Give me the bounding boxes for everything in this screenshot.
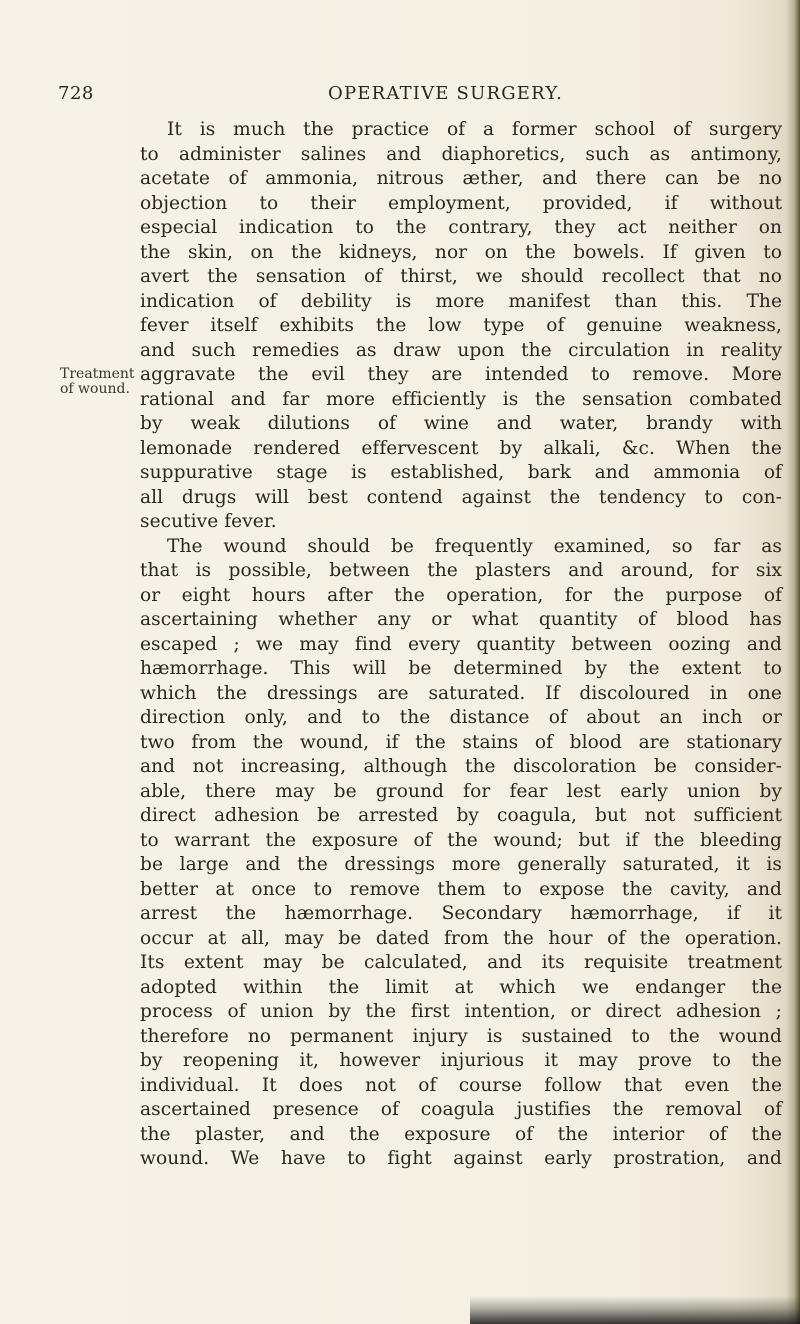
text-line: the plaster, and the exposure of the interior of the: [140, 1123, 782, 1145]
margin-note: [60, 367, 134, 397]
text-line: better at once to remove them to expose the cavity, and: [140, 878, 782, 900]
text-line: or eight hours after the operation, for the purpose of: [140, 584, 782, 606]
text-line: that is possible, between the plasters and around, for six: [140, 560, 782, 581]
text-line: by weak dilutions of wine and water, brandy with: [140, 413, 782, 434]
text-line: adopted within the limit at which we endanger the: [140, 976, 782, 998]
body-text: [140, 118, 782, 1172]
text-line: acetate of ammonia, nitrous æther, and there can be no: [140, 168, 782, 189]
text-line: objection to their employment, provided, if without: [140, 192, 782, 214]
text-line: occur at all, may be dated from the hour of the operation.: [140, 927, 782, 949]
text-line: avert the sensation of thirst, we should recollect that no: [140, 266, 782, 287]
text-line: by reopening it, however injurious it may prove to the: [140, 1050, 782, 1071]
text-line: individual. It does not of course follow that even the: [140, 1074, 782, 1096]
text-line: secutive fever.: [140, 511, 277, 532]
text-line: It is much the practice of a former school of surgery: [167, 119, 782, 140]
text-line: suppurative stage is established, bark and ammonia of: [140, 462, 782, 483]
text-line: ascertained presence of coagula justifies the removal of: [140, 1099, 782, 1120]
text-line: rational and far more efficiently is the sensation combated: [140, 388, 782, 410]
text-line: escaped ; we may find every quantity between oozing and: [140, 633, 782, 655]
text-line: ascertaining whether any or what quantity of blood has: [140, 609, 782, 630]
page-header: [0, 83, 800, 107]
text-line: the skin, on the kidneys, nor on the bowels. If given to: [140, 241, 782, 263]
text-line: and such remedies as draw upon the circulation in reality: [140, 339, 782, 361]
page-number: 728: [58, 83, 94, 104]
page-edge-shadow: [786, 0, 800, 1324]
text-line: arrest the hæmorrhage. Secondary hæmorrhage, if it: [140, 903, 782, 924]
text-line: to administer salines and diaphoretics, such as antimony,: [140, 143, 782, 165]
text-line: therefore no permanent injury is sustained to the wound: [140, 1025, 782, 1047]
text-line: which the dressings are saturated. If discoloured in one: [140, 682, 782, 704]
text-line: to warrant the exposure of the wound; but if the bleeding: [140, 829, 782, 851]
text-line: lemonade rendered effervescent by alkali, &c. When the: [140, 437, 782, 459]
text-line: two from the wound, if the stains of blood are stationary: [140, 731, 782, 753]
margin-note-line: of wound.: [60, 381, 130, 397]
text-line: The wound should be frequently examined, so far as: [167, 535, 782, 557]
text-line: Its extent may be calculated, and its requisite treatment: [140, 952, 782, 973]
text-line: able, there may be ground for fear lest early union by: [140, 780, 782, 802]
margin-note-line: Treatment: [60, 366, 135, 382]
text-line: especial indication to the contrary, they act neither on: [140, 217, 782, 238]
text-line: wound. We have to fight against early prostration, and: [140, 1148, 782, 1169]
text-line: all drugs will best contend against the tendency to con-: [140, 486, 782, 508]
text-line: process of union by the first intention, or direct adhesion ;: [140, 1001, 782, 1022]
running-head: OPERATIVE SURGERY.: [328, 83, 564, 104]
text-line: direct adhesion be arrested by coagula, but not sufficient: [140, 805, 782, 826]
text-line: indication of debility is more manifest than this. The: [140, 290, 782, 312]
text-line: be large and the dressings more generally saturated, it is: [140, 854, 782, 875]
text-line: and not increasing, although the discoloration be consider-: [140, 756, 782, 777]
text-line: hæmorrhage. This will be determined by the extent to: [140, 658, 782, 679]
text-line: aggravate the evil they are intended to remove. More: [140, 364, 782, 385]
text-line: fever itself exhibits the low type of genuine weakness,: [140, 315, 782, 336]
text-line: direction only, and to the distance of about an inch or: [140, 707, 782, 728]
page-bottom-shadow: [470, 1296, 800, 1324]
